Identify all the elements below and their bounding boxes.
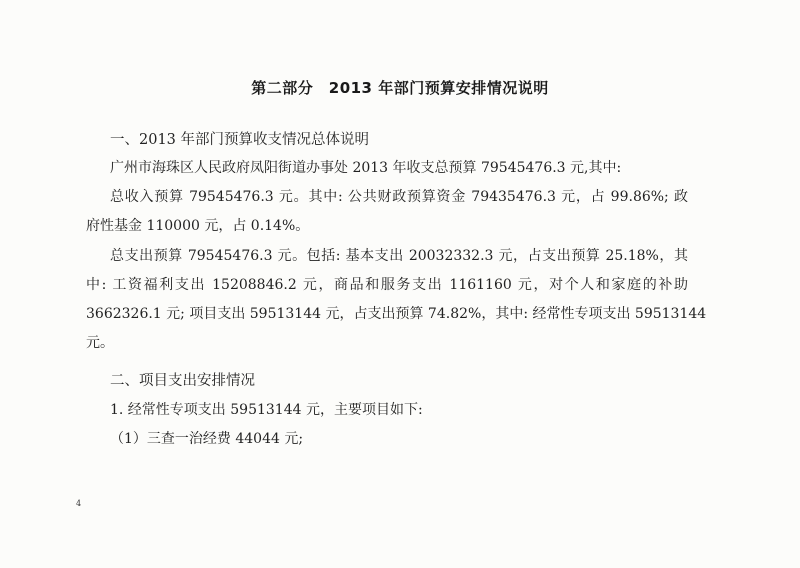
paragraph-expenditure-line-4: 元。 [86, 335, 114, 351]
paragraph-income-line-2: 府性基金 110000 元，占 0.14%。 [86, 218, 310, 234]
paragraph-income-line-1: 总收入预算 79545476.3 元。其中: 公共财政预算资金 79435476.3 元，占 99.86%; 政 [110, 189, 688, 205]
paragraph-total-budget: 广州市海珠区人民政府凤阳街道办事处 2013 年收支总预算 79545476.3 元,其中: [110, 160, 622, 176]
paragraph-expenditure-line-3: 3662326.1 元; 项目支出 59513144 元，占支出预算 74.82%，其中: 经常性专项支出 59513144 [86, 306, 707, 322]
page-number: 4 [76, 499, 82, 508]
section-heading-budget-overview: 一、2013 年部门预算收支情况总体说明 [110, 132, 370, 148]
list-subitem-inspection-fund: （1）三查一治经费 44044 元; [110, 431, 304, 447]
paragraph-expenditure-line-1: 总支出预算 79545476.3 元。包括: 基本支出 20032332.3 元，占支出预算 25.18%，其 [110, 248, 688, 264]
paragraph-expenditure-line-2: 中: 工资福利支出 15208846.2 元，商品和服务支出 1161160 元，对个人和家庭的补助 [86, 277, 688, 293]
list-item-recurring-special: 1. 经常性专项支出 59513144 元，主要项目如下: [110, 402, 423, 418]
section-heading-project-expenditure: 二、项目支出安排情况 [110, 373, 255, 389]
page-title: 第二部分 2013 年部门预算安排情况说明 [251, 79, 549, 97]
